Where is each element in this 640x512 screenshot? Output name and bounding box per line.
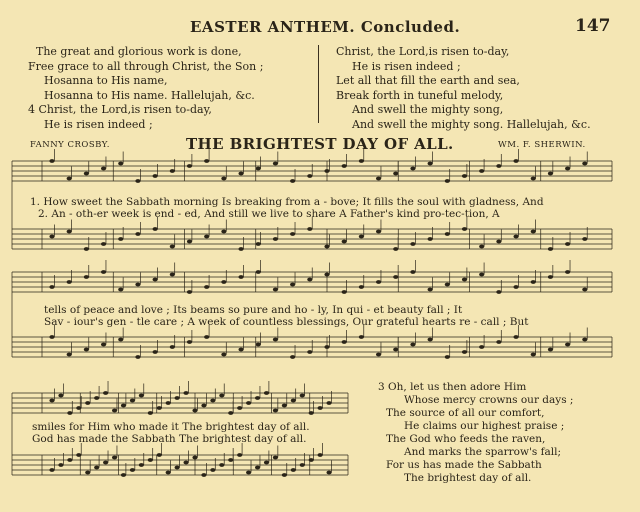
note-head	[157, 406, 162, 410]
lyric-line: Sav - iour's gen - tle care ; A week of countless blessings, Our grateful hearts re - call ; But	[44, 316, 529, 328]
note-head	[291, 399, 296, 403]
note-head	[256, 270, 261, 274]
note-head	[192, 456, 197, 460]
verse-line: The God who feeds the raven,	[386, 433, 546, 445]
verse-line: For us has made the Sabbath	[386, 459, 542, 471]
note-head	[282, 404, 287, 408]
note-head	[479, 345, 484, 349]
note-head	[201, 404, 206, 408]
note-head	[300, 394, 305, 398]
note-head	[496, 240, 501, 244]
verse-line: He is risen indeed ;	[352, 59, 461, 73]
note-head	[67, 411, 72, 415]
note-head	[94, 396, 99, 400]
note-head	[307, 350, 312, 354]
note-head	[175, 466, 180, 470]
note-head	[318, 406, 323, 410]
note-head	[359, 159, 364, 163]
note-head	[326, 401, 331, 405]
note-head	[219, 463, 224, 467]
lyric-line: tells of peace and love ; Its beams so pure and ho - ly, In qui - et beauty fall ; It	[44, 304, 463, 316]
note-head	[153, 278, 158, 282]
note-head	[410, 343, 415, 347]
verse-line: He claims our highest praise ;	[404, 420, 565, 432]
note-head	[324, 169, 329, 173]
note-head	[376, 230, 381, 234]
note-head	[393, 348, 398, 352]
note-head	[238, 247, 243, 251]
note-head	[462, 174, 467, 178]
note-head	[376, 353, 381, 357]
verse-line: Free grace to all through Christ, the Son ;	[28, 59, 264, 73]
note-head	[479, 245, 484, 249]
note-head	[187, 290, 192, 294]
note-head	[496, 290, 501, 294]
note-head	[84, 172, 89, 176]
note-head	[309, 411, 314, 415]
page-header-title: EASTER ANTHEM. Concluded.	[190, 18, 461, 36]
note-head	[324, 273, 329, 277]
verse-line: Christ, the Lord,is risen to-day,	[336, 45, 510, 58]
note-head	[246, 401, 251, 405]
note-head	[410, 167, 415, 171]
note-head	[49, 235, 54, 239]
note-head	[153, 350, 158, 354]
note-head	[210, 399, 215, 403]
note-head	[76, 453, 81, 457]
note-head	[531, 230, 536, 234]
note-head	[548, 275, 553, 279]
note-head	[309, 458, 314, 462]
page-number: 147	[575, 16, 611, 36]
note-head	[170, 273, 175, 277]
note-head	[393, 172, 398, 176]
note-head	[237, 406, 242, 410]
note-head	[94, 466, 99, 470]
verse-line: And swell the mighty song. Hallelujah, &c.	[352, 117, 591, 131]
note-head	[342, 240, 347, 244]
note-head	[256, 167, 261, 171]
verse-line: The great and glorious work is done,	[36, 45, 242, 58]
note-head	[273, 456, 278, 460]
note-head	[228, 411, 233, 415]
note-head	[462, 227, 467, 231]
note-head	[548, 348, 553, 352]
note-head	[531, 353, 536, 357]
verse-line: Hosanna to His name. Hallelujah, &c.	[44, 88, 255, 102]
lyric-line: 2. An - oth-er week is end - ed, And still we live to share A Father's kind pro-tec-tion, A	[38, 208, 500, 220]
verse-line: Whose mercy crowns our days ;	[404, 394, 574, 406]
note-head	[324, 245, 329, 249]
note-head	[49, 159, 54, 163]
note-head	[238, 275, 243, 279]
note-head	[153, 227, 158, 231]
verse-line: And marks the sparrow's fall;	[404, 446, 561, 458]
note-head	[531, 177, 536, 181]
note-head	[221, 353, 226, 357]
note-head	[130, 468, 135, 472]
note-head	[359, 335, 364, 339]
note-head	[204, 235, 209, 239]
note-head	[170, 345, 175, 349]
note-head	[342, 340, 347, 344]
note-head	[582, 162, 587, 166]
note-head	[290, 283, 295, 287]
note-head	[445, 355, 450, 359]
verse-line: And swell the mighty song,	[352, 103, 504, 116]
note-head	[290, 355, 295, 359]
note-head	[342, 164, 347, 168]
note-head	[118, 162, 123, 166]
note-head	[376, 280, 381, 284]
note-head	[170, 245, 175, 249]
note-head	[221, 280, 226, 284]
note-head	[85, 471, 90, 475]
note-head	[264, 461, 269, 465]
note-head	[273, 338, 278, 342]
note-head	[67, 177, 72, 181]
note-head	[183, 391, 188, 395]
note-head	[84, 275, 89, 279]
lyric-line: 1. How sweet the Sabbath morning Is breaking from a - bove; It fills the soul with gladness, And	[30, 196, 544, 208]
note-head	[291, 468, 296, 472]
note-head	[157, 453, 162, 457]
note-head	[103, 391, 108, 395]
note-head	[255, 396, 260, 400]
composer-credit: WM. F. SHERWIN.	[498, 140, 586, 150]
note-head	[238, 348, 243, 352]
note-head	[67, 230, 72, 234]
note-head	[130, 399, 135, 403]
verse-line: Let all that fill the earth and sea,	[336, 74, 520, 87]
note-head	[166, 471, 171, 475]
note-head	[170, 169, 175, 173]
lyric-line: smiles for Him who made it The brightest day of all.	[32, 421, 310, 433]
note-head	[101, 270, 106, 274]
note-head	[496, 340, 501, 344]
verse-line: He is risen indeed ;	[44, 117, 153, 131]
note-head	[273, 409, 278, 413]
note-head	[135, 232, 140, 236]
note-head	[428, 162, 433, 166]
verse-line: 4 Christ, the Lord,is risen to-day,	[28, 103, 212, 116]
note-head	[49, 468, 54, 472]
note-head	[118, 237, 123, 241]
note-head	[565, 167, 570, 171]
note-head	[210, 468, 215, 472]
note-head	[187, 240, 192, 244]
lyricist-credit: FANNY CROSBY.	[30, 140, 110, 150]
note-head	[342, 290, 347, 294]
note-head	[273, 237, 278, 241]
note-head	[318, 453, 323, 457]
note-head	[175, 396, 180, 400]
note-head	[290, 179, 295, 183]
note-head	[359, 285, 364, 289]
note-head	[118, 288, 123, 292]
note-head	[101, 343, 106, 347]
note-head	[49, 285, 54, 289]
note-head	[85, 401, 90, 405]
note-head	[238, 172, 243, 176]
verse-line: 3 Oh, let us then adore Him	[378, 381, 527, 393]
note-head	[565, 242, 570, 246]
note-head	[582, 338, 587, 342]
note-head	[67, 353, 72, 357]
note-head	[135, 355, 140, 359]
note-head	[256, 343, 261, 347]
note-head	[445, 179, 450, 183]
note-head	[101, 167, 106, 171]
note-head	[153, 174, 158, 178]
note-head	[376, 177, 381, 181]
note-head	[204, 159, 209, 163]
note-head	[264, 391, 269, 395]
note-head	[513, 235, 518, 239]
note-head	[513, 335, 518, 339]
note-head	[393, 247, 398, 251]
note-head	[58, 394, 63, 398]
note-head	[307, 174, 312, 178]
note-head	[565, 343, 570, 347]
note-head	[148, 411, 153, 415]
note-head	[255, 466, 260, 470]
note-head	[326, 471, 331, 475]
note-head	[282, 473, 287, 477]
note-head	[393, 275, 398, 279]
note-head	[148, 458, 153, 462]
verse-line: Hosanna to His name,	[44, 74, 168, 87]
note-head	[290, 232, 295, 236]
note-head	[479, 169, 484, 173]
note-head	[135, 283, 140, 287]
verse-line: The brightest day of all.	[404, 472, 532, 484]
note-head	[67, 280, 72, 284]
note-head	[183, 461, 188, 465]
note-head	[192, 409, 197, 413]
note-head	[496, 164, 501, 168]
note-head	[462, 278, 467, 282]
note-head	[410, 270, 415, 274]
lyric-line: God has made the Sabbath The brightest day of all.	[32, 433, 307, 445]
note-head	[204, 285, 209, 289]
note-head	[135, 179, 140, 183]
note-head	[582, 288, 587, 292]
note-head	[582, 237, 587, 241]
note-head	[166, 401, 171, 405]
note-head	[273, 288, 278, 292]
note-head	[187, 164, 192, 168]
note-head	[118, 338, 123, 342]
note-head	[112, 409, 117, 413]
note-head	[101, 242, 106, 246]
note-head	[428, 237, 433, 241]
note-head	[204, 335, 209, 339]
note-head	[256, 242, 261, 246]
note-head	[273, 162, 278, 166]
note-head	[445, 283, 450, 287]
note-head	[445, 232, 450, 236]
note-head	[359, 235, 364, 239]
note-head	[228, 458, 233, 462]
note-head	[324, 345, 329, 349]
note-head	[58, 463, 63, 467]
note-head	[548, 247, 553, 251]
note-head	[219, 394, 224, 398]
note-head	[462, 350, 467, 354]
note-head	[67, 458, 72, 462]
note-head	[479, 273, 484, 277]
note-head	[410, 242, 415, 246]
note-head	[221, 230, 226, 234]
note-head	[428, 288, 433, 292]
note-head	[221, 177, 226, 181]
note-head	[139, 394, 144, 398]
verse-line: Break forth in tuneful melody,	[336, 88, 504, 102]
note-head	[237, 453, 242, 457]
verse-line: The source of all our comfort,	[386, 407, 545, 419]
note-head	[103, 461, 108, 465]
note-head	[84, 247, 89, 251]
note-head	[300, 463, 305, 467]
note-head	[531, 280, 536, 284]
note-head	[513, 285, 518, 289]
note-head	[121, 404, 126, 408]
note-head	[49, 399, 54, 403]
note-head	[246, 471, 251, 475]
hymn-title: THE BRIGHTEST DAY OF ALL.	[186, 135, 454, 153]
note-head	[112, 456, 117, 460]
verse-three	[378, 381, 573, 485]
note-head	[49, 335, 54, 339]
note-head	[565, 270, 570, 274]
note-head	[187, 340, 192, 344]
note-head	[548, 172, 553, 176]
note-head	[428, 338, 433, 342]
note-head	[307, 278, 312, 282]
note-head	[121, 473, 126, 477]
note-head	[513, 159, 518, 163]
note-head	[201, 473, 206, 477]
note-head	[76, 406, 81, 410]
note-head	[307, 227, 312, 231]
note-head	[139, 463, 144, 467]
note-head	[84, 348, 89, 352]
